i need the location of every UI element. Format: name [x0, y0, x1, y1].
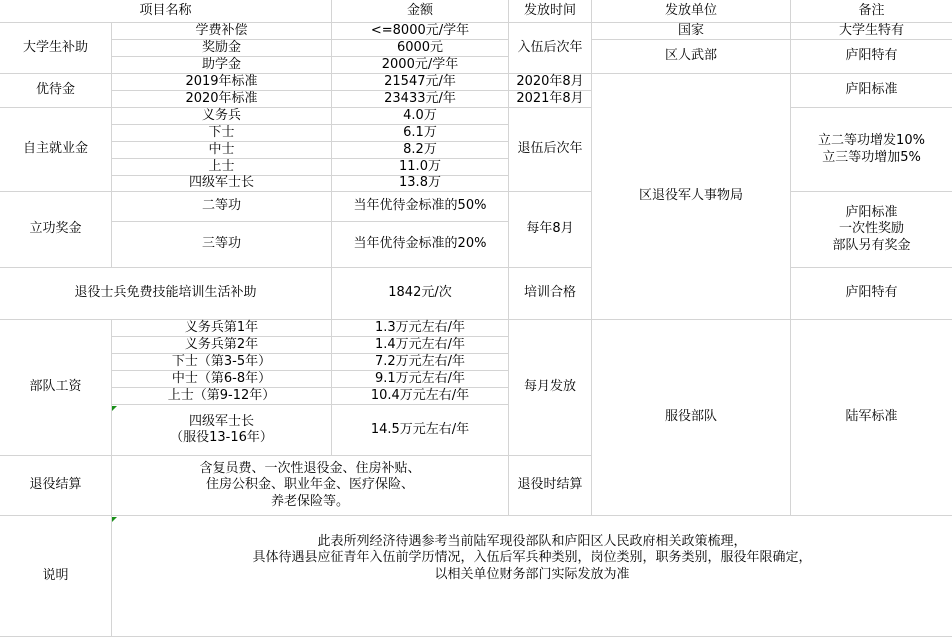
self-employ-note-line1: 立二等功增发10%: [818, 133, 925, 149]
salary-item-staff-sergeant[interactable]: 上士（第9-12年）: [111, 388, 331, 405]
college-item-tuition[interactable]: 学费补偿: [111, 23, 331, 40]
training-amount[interactable]: 1842元/次: [331, 268, 508, 320]
training-issue-time[interactable]: 培训合格: [508, 268, 591, 320]
settlement-issue-time[interactable]: 退役时结算: [508, 456, 591, 516]
salary-note[interactable]: 陆军标准: [790, 320, 952, 516]
merit-note-line1: 庐阳标准: [845, 205, 898, 221]
salary-item-master-sergeant[interactable]: [111, 405, 331, 456]
salary-issue-time[interactable]: 每月发放: [508, 320, 591, 456]
self-employ-item-private[interactable]: 义务兵: [111, 108, 331, 125]
salary-amount-year2[interactable]: 1.4万元左右/年: [331, 337, 508, 354]
self-employ-amount-master-sergeant[interactable]: 13.8万: [331, 176, 508, 192]
college-unit-national[interactable]: 国家: [591, 23, 790, 40]
salary-item-master-line1: 四级军士长: [188, 413, 254, 429]
preferential-item-2020[interactable]: 2020年标准: [111, 91, 331, 108]
merit-item-third-class[interactable]: 三等功: [111, 222, 331, 268]
self-employ-item-staff-sergeant[interactable]: 上士: [111, 159, 331, 176]
salary-amount-corporal[interactable]: 7.2万元左右/年: [331, 354, 508, 371]
header-note[interactable]: 备注: [790, 0, 952, 23]
header-amount[interactable]: 金额: [331, 0, 508, 23]
self-employ-item-sergeant[interactable]: 中士: [111, 142, 331, 159]
header-issuing-unit[interactable]: 发放单位: [591, 0, 790, 23]
unit-veterans-bureau[interactable]: 区退役军人事物局: [591, 74, 790, 320]
merit-issue-time[interactable]: 每年8月: [508, 192, 591, 268]
salary-amount-master-sergeant[interactable]: 14.5万元左右/年: [331, 405, 508, 456]
salary-item-sergeant[interactable]: 中士（第6-8年）: [111, 371, 331, 388]
comment-indicator-icon: [112, 406, 117, 411]
remark-label[interactable]: 说明: [0, 516, 111, 637]
salary-item-corporal[interactable]: 下士（第3-5年）: [111, 354, 331, 371]
preferential-amount-2020[interactable]: 23433元/年: [331, 91, 508, 108]
college-subsidy-label[interactable]: 大学生补助: [0, 23, 111, 74]
comment-indicator-icon: [112, 517, 117, 522]
self-employ-amount-staff-sergeant[interactable]: 11.0万: [331, 159, 508, 176]
self-employ-amount-private[interactable]: 4.0万: [331, 108, 508, 125]
self-employ-note-line2: 立三等功增加5%: [822, 149, 921, 165]
self-employ-note[interactable]: [790, 108, 952, 192]
settlement-line3: 养老保险等。: [270, 493, 349, 509]
settlement-line2: 住房公积金、职业年金、医疗保险、: [205, 477, 414, 493]
self-employ-item-master-sergeant[interactable]: 四级军士长: [111, 176, 331, 192]
college-item-reward[interactable]: 奖励金: [111, 40, 331, 57]
salary-amount-sergeant[interactable]: 9.1万元左右/年: [331, 371, 508, 388]
college-note-student[interactable]: 大学生特有: [790, 23, 952, 40]
college-note-luyang[interactable]: 庐阳特有: [790, 40, 952, 74]
salary-item-year1[interactable]: 义务兵第1年: [111, 320, 331, 337]
preferential-amount-2019[interactable]: 21547元/年: [331, 74, 508, 91]
merit-note[interactable]: [790, 192, 952, 268]
college-issue-time[interactable]: 入伍后次年: [508, 23, 591, 74]
preferential-time-2020[interactable]: 2021年8月: [508, 91, 591, 108]
training-note[interactable]: 庐阳特有: [790, 268, 952, 320]
college-amount-tuition[interactable]: <=8000元/学年: [331, 23, 508, 40]
salary-amount-staff-sergeant[interactable]: 10.4万元左右/年: [331, 388, 508, 405]
college-amount-reward[interactable]: 6000元: [331, 40, 508, 57]
training-label[interactable]: 退役士兵免费技能培训生活补助: [0, 268, 331, 320]
salary-amount-year1[interactable]: 1.3万元左右/年: [331, 320, 508, 337]
salary-label[interactable]: 部队工资: [0, 320, 111, 456]
merit-note-line2: 一次性奖励: [838, 221, 904, 237]
self-employ-amount-sergeant[interactable]: 8.2万: [331, 142, 508, 159]
settlement-label[interactable]: 退役结算: [0, 456, 111, 516]
preferential-note[interactable]: 庐阳标准: [790, 74, 952, 108]
self-employ-item-corporal[interactable]: 下士: [111, 125, 331, 142]
college-amount-grant[interactable]: 2000元/学年: [331, 57, 508, 74]
self-employ-label[interactable]: 自主就业金: [0, 108, 111, 192]
header-item-name[interactable]: 项目名称: [0, 0, 331, 23]
salary-unit[interactable]: 服役部队: [591, 320, 790, 516]
remark-line3: 以相关单位财务部门实际发放为准: [434, 566, 630, 582]
remark-line1: 此表所列经济待遇参考当前陆军现役部队和庐阳区人民政府相关政策梳理，: [317, 534, 747, 549]
college-item-grant[interactable]: 助学金: [111, 57, 331, 74]
merit-item-second-class[interactable]: 二等功: [111, 192, 331, 222]
settlement-content[interactable]: [111, 456, 508, 516]
salary-item-year2[interactable]: 义务兵第2年: [111, 337, 331, 354]
preferential-time-2019[interactable]: 2020年8月: [508, 74, 591, 91]
merit-label[interactable]: 立功奖金: [0, 192, 111, 268]
remark-line2: 具体待遇县应征青年入伍前学历情况，入伍后军兵种类别，岗位类别，职务类别，服役年限确定，: [252, 550, 812, 566]
preferential-item-2019[interactable]: 2019年标准: [111, 74, 331, 91]
merit-amount-second-class[interactable]: 当年优待金标准的50%: [331, 192, 508, 222]
preferential-label[interactable]: 优待金: [0, 74, 111, 108]
header-issue-time[interactable]: 发放时间: [508, 0, 591, 23]
merit-note-line3: 部队另有奖金: [832, 237, 911, 253]
college-unit-armed-dept[interactable]: 区人武部: [591, 40, 790, 74]
remark-content[interactable]: [111, 516, 952, 637]
merit-amount-third-class[interactable]: 当年优待金标准的20%: [331, 222, 508, 268]
self-employ-issue-time[interactable]: 退伍后次年: [508, 108, 591, 192]
salary-item-master-line2: （服役13-16年）: [170, 430, 273, 445]
settlement-line1: 含复员费、一次性退役金、住房补贴、: [199, 461, 421, 477]
self-employ-amount-corporal[interactable]: 6.1万: [331, 125, 508, 142]
